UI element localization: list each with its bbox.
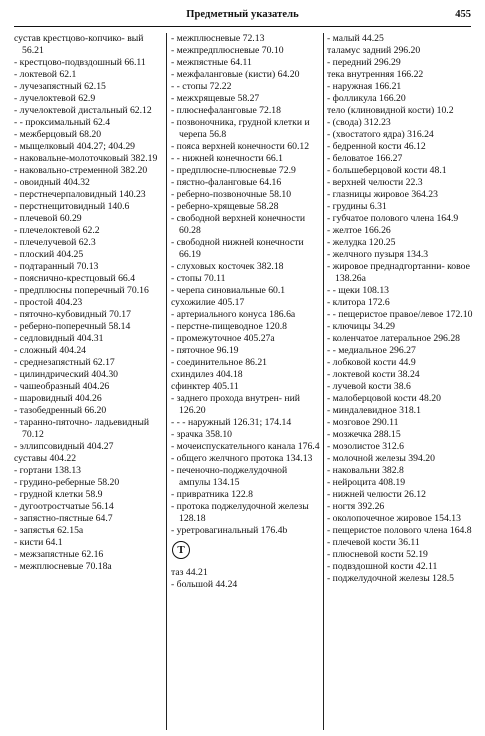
index-entry: - желудка 120.25 — [327, 237, 396, 248]
index-entry: - свободной нижней конечности 66.19 — [171, 237, 304, 260]
index-entry: - пояснично-крестцовый 66.4 — [14, 273, 136, 284]
index-entry: - перстне-пищеводное 120.8 — [171, 321, 288, 332]
index-entry: - миндалевидное 318.1 — [327, 405, 421, 416]
index-entry: - межпредплюсневые 70.10 — [171, 45, 284, 56]
index-entry: - верхней челюсти 22.3 — [327, 177, 423, 188]
index-entry: - стопы 70.11 — [171, 273, 226, 284]
index-entry: - дугоотростчатые 56.14 — [14, 501, 114, 512]
page-number: 455 — [455, 9, 471, 20]
index-entry: - - нижней конечности 66.1 — [171, 153, 283, 164]
index-entry: - общего желчного протока 134.13 — [171, 453, 313, 464]
index-entry: - мыщелковый 404.27; 404.29 — [14, 141, 136, 152]
index-entry: - шаровидный 404.26 — [14, 393, 102, 404]
index-entry: сфинктер 405.11 — [171, 381, 239, 392]
index-entry: - плечевой 60.29 — [14, 213, 82, 224]
index-entry: - реберно-хрящевые 58.28 — [171, 201, 279, 212]
section-letter: Т — [172, 541, 190, 559]
index-entry: - зрачка 358.10 — [171, 429, 233, 440]
index-entry: - локтевой 62.1 — [14, 69, 77, 80]
index-entry: - глазницы жировое 364.23 — [327, 189, 438, 200]
index-entry: - запястно-пястные 64.7 — [14, 513, 113, 524]
index-entry: - наружная 166.21 — [327, 81, 402, 92]
index-entry: - слуховых косточек 382.18 — [171, 261, 284, 272]
index-entry: таз 44.21 — [171, 567, 208, 578]
index-entry: - перстнещитовидный 140.6 — [14, 201, 130, 212]
index-entry: - запястья 62.15a — [14, 525, 84, 536]
index-entry: - крестцово-подвздошный 66.11 — [14, 57, 146, 68]
index-entry: - межплюсневые 70.18a — [14, 561, 112, 572]
index-entry: - фолликула 166.20 — [327, 93, 406, 104]
index-entry: - промежуточное 405.27a — [171, 333, 275, 344]
index-entry: - лучезапястный 62.15 — [14, 81, 106, 92]
index-entry: - пястно-фаланговые 64.16 — [171, 177, 282, 188]
index-entry: схиндилез 404.18 — [171, 369, 243, 380]
index-entry: - седловидный 404.31 — [14, 333, 104, 344]
index-entry: - сложный 404.24 — [14, 345, 87, 356]
index-entry: тело (клиновидной кости) 10.2 — [327, 105, 454, 116]
index-entry: - протока поджелудочной железы 128.18 — [171, 501, 309, 524]
index-column-2 — [171, 33, 320, 732]
index-entry: - межхрящевые 58.27 — [171, 93, 260, 104]
index-entry: - передний 296.29 — [327, 57, 401, 68]
index-entry: - мозговое 290.11 — [327, 417, 399, 428]
index-entry: - реберно-поперечный 58.14 — [14, 321, 131, 332]
index-entry: - плечевой кости 36.11 — [327, 537, 420, 548]
index-entry: - лобковой кости 44.9 — [327, 357, 416, 368]
index-entry: - нейроцита 408.19 — [327, 477, 406, 488]
index-entry: - желтое 166.26 — [327, 225, 391, 236]
index-entry: - околопочечное жировое 154.13 — [327, 513, 461, 524]
index-entry: суставы 404.22 — [14, 453, 77, 464]
index-entry: - жировое преднадгортанни- ковое 138.26a — [327, 261, 470, 284]
column-divider — [166, 33, 167, 730]
index-entry: - губчатое полового члена 164.9 — [327, 213, 459, 224]
index-entry: - бедренной кости 46.12 — [327, 141, 426, 152]
index-entry: - предплюсне-плюсневые 72.9 — [171, 165, 296, 176]
index-column-1 — [14, 33, 164, 732]
index-entry: - клитора 172.6 — [327, 297, 390, 308]
index-entry: - плюснефаланговые 72.18 — [171, 105, 281, 116]
index-entry: - (хвостатого ядра) 316.24 — [327, 129, 434, 140]
index-entry: - межзапястные 62.16 — [14, 549, 104, 560]
index-entry: - малоберцовой кости 48.20 — [327, 393, 441, 404]
index-entry: - плоский 404.25 — [14, 249, 84, 260]
index-entry: - большеберцовой кости 48.1 — [327, 165, 447, 176]
index-entry: - печеночно-поджелудочной ампулы 134.15 — [171, 465, 288, 488]
index-entry: - свободной верхней конечности 60.28 — [171, 213, 306, 236]
index-entry: таламус задний 296.20 — [327, 45, 421, 56]
index-entry: - пяточное 96.19 — [171, 345, 239, 356]
index-entry: - мочеиспускательного канала 176.4 — [171, 441, 320, 452]
section-letter-block — [171, 537, 320, 567]
running-header — [14, 8, 471, 27]
index-entry: - мозжечка 288.15 — [327, 429, 401, 440]
index-entry: - привратника 122.8 — [171, 489, 254, 500]
index-entry: - соединительное 86.21 — [171, 357, 268, 368]
index-entry: - пояса верхней конечности 60.12 — [171, 141, 310, 152]
index-entry: - межфаланговые (кисти) 64.20 — [171, 69, 300, 80]
index-entry: - среднезапястный 62.17 — [14, 357, 115, 368]
index-entry: - - медиальное 296.27 — [327, 345, 416, 356]
index-entry: - малый 44.25 — [327, 33, 384, 44]
index-entry: - межберцовый 68.20 — [14, 129, 102, 140]
index-entry: - - проксимальный 62.4 — [14, 117, 111, 128]
index-entry: - ногтя 392.26 — [327, 501, 385, 512]
index-entry: - плечелоктевой 62.2 — [14, 225, 100, 236]
index-entry: тека внутренняя 166.22 — [327, 69, 424, 80]
index-entry: - - пещеристое правое/левое 172.10 — [327, 309, 473, 320]
index-entry: - пещеристое полового члена 164.8 — [327, 525, 472, 536]
index-entry: сустав крестцово-копчико- вый 56.21 — [14, 33, 144, 56]
index-entry: - поджелудочной железы 128.5 — [327, 573, 454, 584]
index-entry: - грудины 6.31 — [327, 201, 387, 212]
index-entry: - лучелоктевой дистальный 62.12 — [14, 105, 152, 116]
index-entry: - подвздошной кости 42.11 — [327, 561, 438, 572]
index-entry: - чашеобразный 404.26 — [14, 381, 110, 392]
index-entry: - - стопы 72.22 — [171, 81, 232, 92]
index-entry: - большой 44.24 — [171, 579, 238, 590]
index-entry: - плюсневой кости 52.19 — [327, 549, 428, 560]
index-entry: - овоидный 404.32 — [14, 177, 90, 188]
index-entry: - межплюсневые 72.13 — [171, 33, 265, 44]
index-entry: - грудино-реберные 58.20 — [14, 477, 120, 488]
index-entry: - пяточно-кубовидный 70.17 — [14, 309, 131, 320]
index-entry: - подтаранный 70.13 — [14, 261, 99, 272]
index-entry: - нижней челюсти 26.12 — [327, 489, 426, 500]
index-entry: - - щеки 108.13 — [327, 285, 390, 296]
index-entry: - локтевой кости 38.24 — [327, 369, 420, 380]
index-entry: - простой 404.23 — [14, 297, 83, 308]
index-entry: - тазобедренный 66.20 — [14, 405, 107, 416]
index-entry: - ключицы 34.29 — [327, 321, 396, 332]
index-entry: - позвоночника, грудной клетки и черепа 56.8 — [171, 117, 310, 140]
index-entry: - предплюсны поперечный 70.16 — [14, 285, 149, 296]
page-title: Предметный указатель — [186, 9, 299, 20]
index-entry: - мозолистое 312.6 — [327, 441, 405, 452]
index-entry: - реберно-позвоночные 58.10 — [171, 189, 292, 200]
index-entry: - молочной железы 394.20 — [327, 453, 435, 464]
index-entry: - - - наружный 126.31; 174.14 — [171, 417, 292, 428]
column-divider — [323, 33, 324, 730]
index-entry: - цилиндрический 404.30 — [14, 369, 119, 380]
index-entry: - таранно-пяточно- ладьевидный 70.12 — [14, 417, 150, 440]
index-entry: - уретровагинальный 176.4b — [171, 525, 288, 536]
index-entry: - артериального конуса 186.6a — [171, 309, 296, 320]
index-entry: - эллипсовидный 404.27 — [14, 441, 114, 452]
index-entry: - плечелучевой 62.3 — [14, 237, 96, 248]
index-entry: - коленчатое латеральное 296.28 — [327, 333, 461, 344]
index-entry: - заднего прохода внутрен- ний 126.20 — [171, 393, 300, 416]
index-entry: - (свода) 312.23 — [327, 117, 391, 128]
index-entry: - желчного пузыря 134.3 — [327, 249, 429, 260]
index-column-3 — [327, 33, 474, 732]
index-entry: - наковально-стременной 382.20 — [14, 165, 148, 176]
index-entry: - гортани 138.13 — [14, 465, 82, 476]
index-entry: - наковальне-молоточковый 382.19 — [14, 153, 158, 164]
index-entry: - беловатое 166.27 — [327, 153, 403, 164]
index-entry: - кисти 64.1 — [14, 537, 63, 548]
index-entry: сухожилие 405.17 — [171, 297, 245, 308]
index-entry: - межпястные 64.11 — [171, 57, 252, 68]
index-entry: - перстнечерпаловидный 140.23 — [14, 189, 146, 200]
index-entry: - лучевой кости 38.6 — [327, 381, 411, 392]
index-entry: - лучелоктевой 62.9 — [14, 93, 96, 104]
index-entry: - наковальни 382.8 — [327, 465, 404, 476]
index-entry: - грудной клетки 58.9 — [14, 489, 103, 500]
index-entry: - черепа синовиальные 60.1 — [171, 285, 286, 296]
